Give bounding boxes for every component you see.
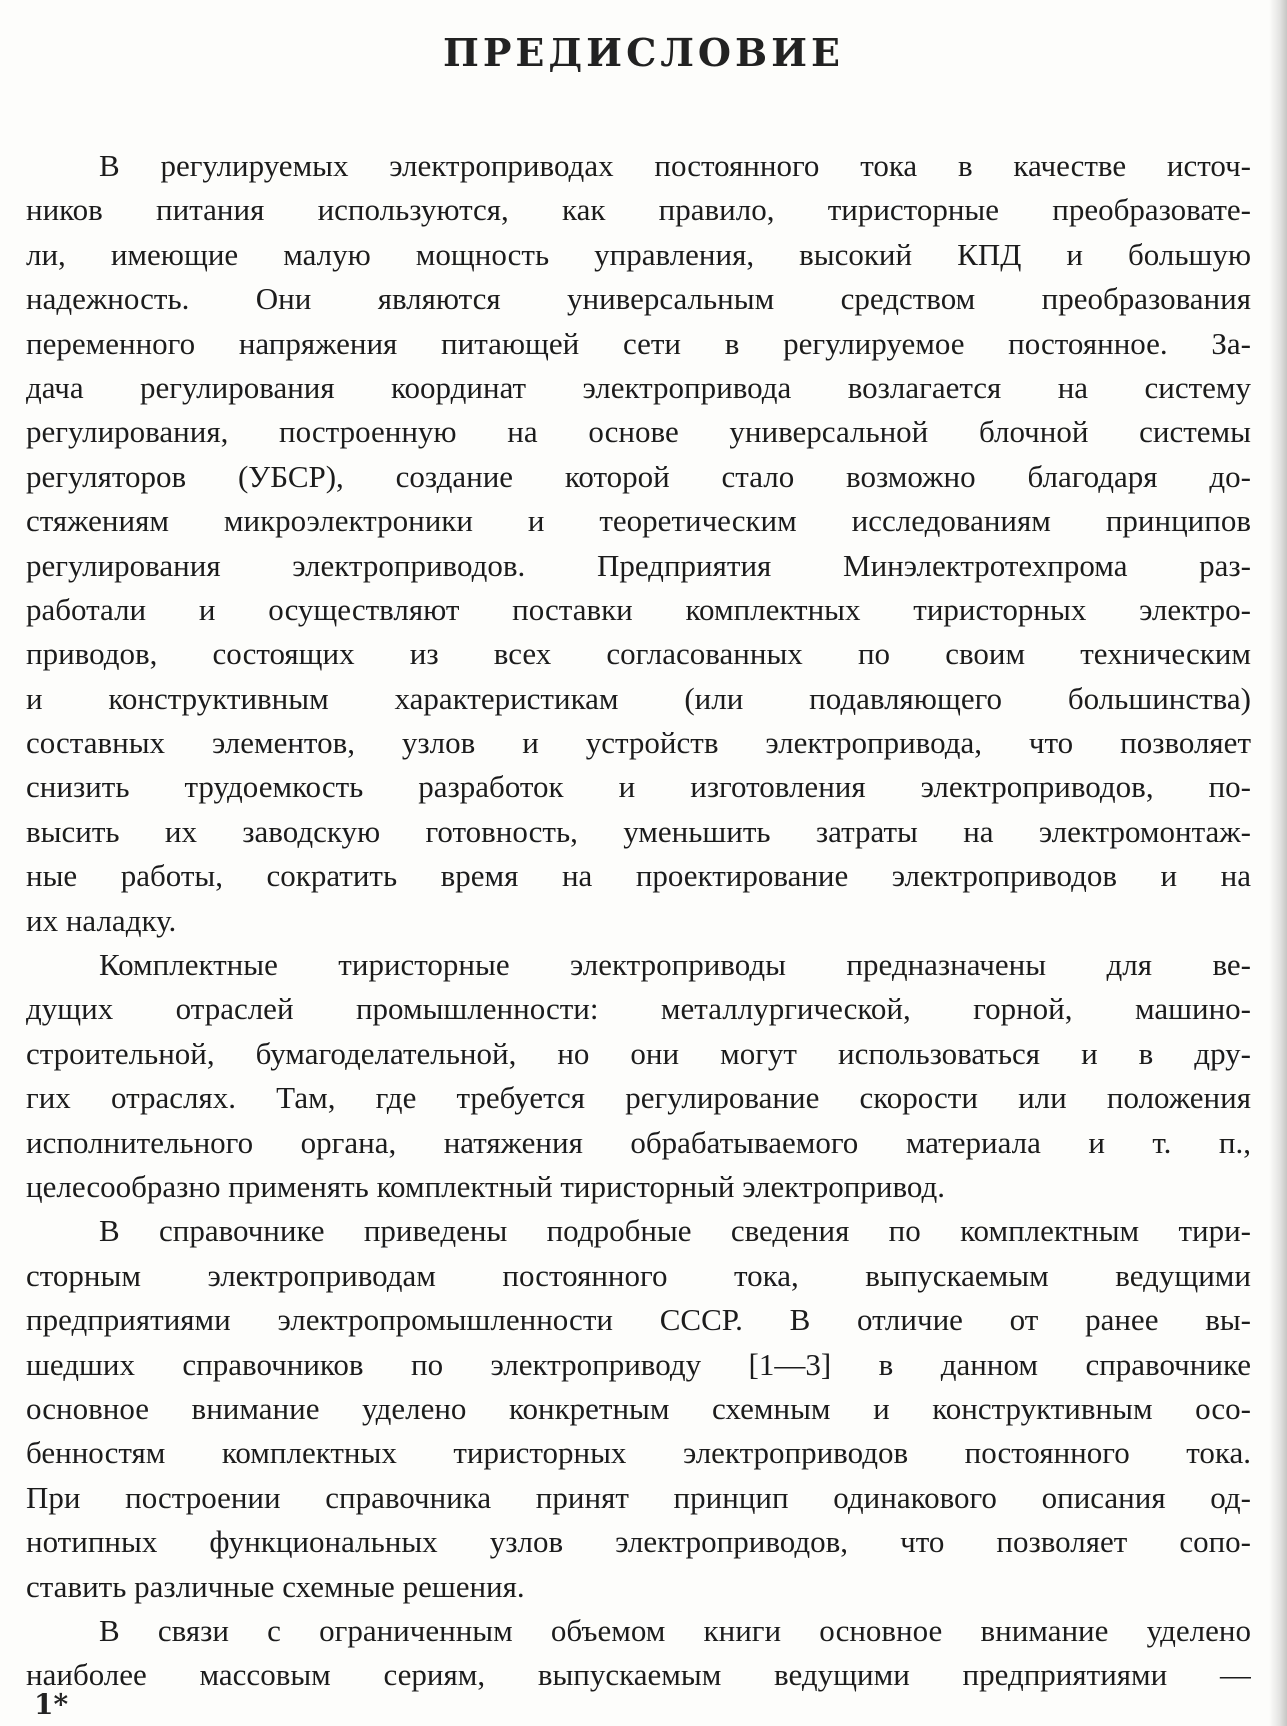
text-line: целесообразно применять комплектный тиристорный электропривод. <box>26 1168 946 1204</box>
text-line: Комплектные тиристорные электроприводы предназначены для ве- <box>99 947 1251 983</box>
text-line: дущих отраслей промышленности: металлургической, горной, машино- <box>26 991 1251 1027</box>
text-line: наиболее массовым сериям, выпускаемым ведущими предприятиями — <box>26 1657 1251 1693</box>
text-line: работали и осуществляют поставки комплектных тиристорных электро- <box>26 591 1251 627</box>
text-line: ставить различные схемные решения. <box>26 1568 525 1604</box>
text-line: регулирования, построенную на основе универсальной блочной системы <box>26 414 1251 450</box>
page-edge-shadow <box>1269 0 1287 1726</box>
text-line: снизить трудоемкость разработок и изготовления электроприводов, по- <box>26 769 1251 805</box>
text-line: основное внимание уделено конкретным схемным и конструктивным осо- <box>26 1390 1251 1426</box>
text-line: предприятиями электропромышленности СССР. В отличие от ранее вы- <box>26 1302 1251 1338</box>
text-line: При построении справочника принят принцип одинакового описания од- <box>26 1479 1251 1515</box>
page-title: ПРЕДИСЛОВИЕ <box>442 30 845 75</box>
preface-text <box>26 144 1251 1698</box>
text-line: исполнительного органа, натяжения обрабатываемого материала и т. п., <box>26 1124 1251 1160</box>
text-line: регуляторов (УБСР), создание которой стало возможно благодаря до- <box>26 458 1251 494</box>
text-line: регулирования электроприводов. Предприятия Минэлектротехпрома раз- <box>26 547 1251 583</box>
text-line: В связи с ограниченным объемом книги основное внимание уделено <box>99 1612 1251 1648</box>
text-line: В регулируемых электроприводах постоянного тока в качестве источ- <box>99 148 1251 183</box>
text-line: составных элементов, узлов и устройств электропривода, что позволяет <box>26 725 1251 761</box>
text-line: стяжениям микроэлектроники и теоретическим исследованиям принципов <box>26 503 1251 539</box>
text-line: переменного напряжения питающей сети в регулируемое постоянное. За- <box>26 325 1251 361</box>
text-line: ников питания используются, как правило, тиристорные преобразовате- <box>26 192 1251 228</box>
text-line: В справочнике приведены подробные сведения по комплектным тири- <box>99 1213 1251 1249</box>
text-line: высить их заводскую готовность, уменьшить затраты на электромонтаж- <box>26 813 1251 849</box>
page-signature: 1* <box>34 1688 69 1721</box>
text-line: ли, имеющие малую мощность управления, высокий КПД и большую <box>26 236 1251 272</box>
text-line: их наладку. <box>26 902 177 938</box>
text-line: и конструктивным характеристикам (или подавляющего большинства) <box>26 680 1251 716</box>
text-line: бенностям комплектных тиристорных электроприводов постоянного тока. <box>26 1435 1251 1471</box>
text-line: ные работы, сократить время на проектирование электроприводов и на <box>26 858 1251 894</box>
text-line: надежность. Они являются универсальным средством преобразования <box>26 281 1251 317</box>
text-line: гих отраслях. Там, где требуется регулирование скорости или положения <box>26 1080 1251 1116</box>
text-line: сторным электроприводам постоянного тока, выпускаемым ведущими <box>26 1257 1251 1293</box>
text-line: строительной, бумагоделательной, но они могут использоваться и в дру- <box>26 1035 1251 1071</box>
text-line: нотипных функциональных узлов электроприводов, что позволяет сопо- <box>26 1524 1251 1560</box>
text-line: приводов, состоящих из всех согласованных по своим техническим <box>26 636 1251 672</box>
text-line: дача регулирования координат электропривода возлагается на систему <box>26 369 1251 405</box>
text-line: шедших справочников по электроприводу [1—3] в данном справочнике <box>26 1346 1251 1382</box>
